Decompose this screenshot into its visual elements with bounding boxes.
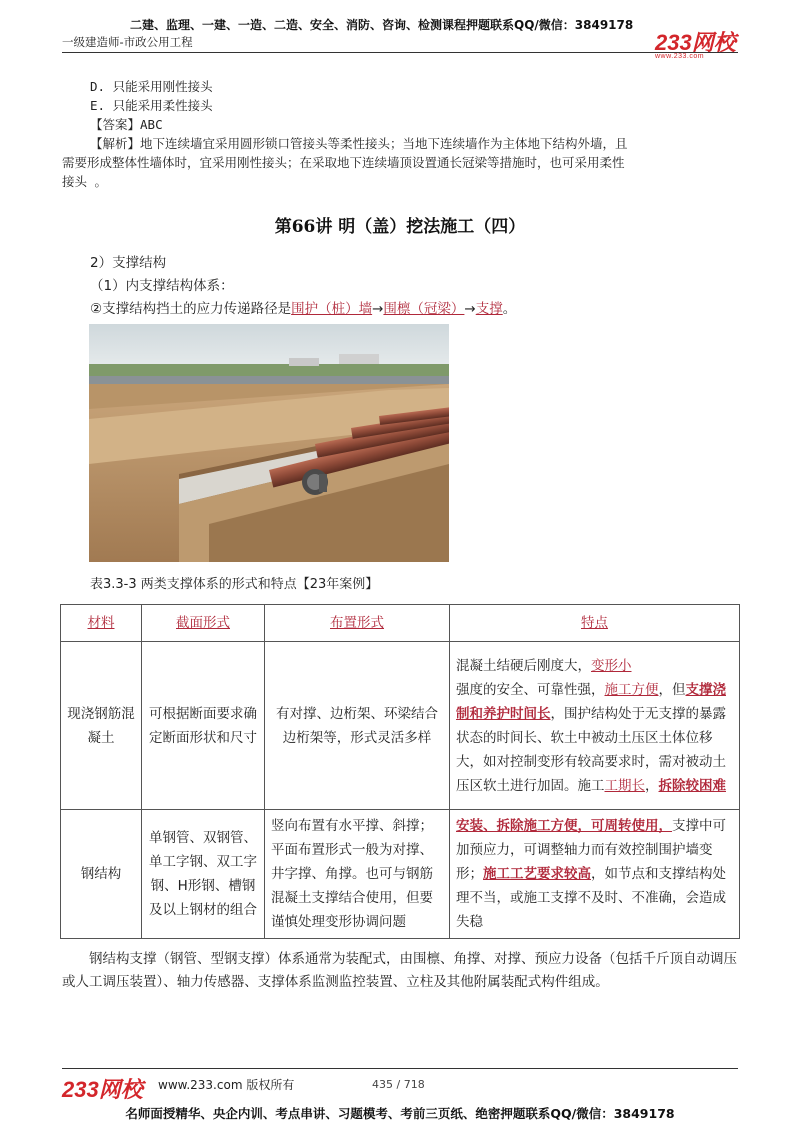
footer-contact-line: 名师面授精华、央企内训、考点串讲、习题模考、考前三页纸、绝密押题联系QQ/微信：3849178 — [125, 1106, 675, 1121]
answer-label: 【答案】 — [90, 117, 141, 132]
header-material: 材料 — [61, 605, 142, 642]
row1-feat-long-duration: 工期长 — [604, 777, 645, 794]
footer-site: www.233.com 版权所有 — [158, 1078, 295, 1092]
footer-logo: 233网校 — [62, 1077, 143, 1102]
row1-section: 可根据断面要求确定断面形状和尺寸 — [142, 642, 265, 810]
answer-value: ABC — [140, 117, 163, 132]
steel-support-paragraph: 钢结构支撑（钢管、型钢支撑）体系通常为装配式，由围檩、角撑、对撑、预应力设备（包括千斤顶自动调压或人工调压装置）、轴力传感器、支撑体系监测监控装置、立柱及其他附属装配式构件组成。 — [62, 951, 737, 990]
analysis-text-1: 地下连续墙宜采用圆形锁口管接头等柔性接头；当地下连续墙作为主体地下结构外墙，且 — [140, 136, 628, 151]
header-layout: 布置形式 — [265, 605, 450, 642]
header-divider — [62, 52, 738, 53]
table-caption: 表3.3-3 两类支撑体系的形式和特点【23年案例】 — [90, 577, 379, 592]
page-header — [0, 0, 800, 60]
stress-path-retaining-wall: 围护（桩）墙 — [291, 301, 373, 317]
stress-path-strut: 支撑 — [475, 301, 503, 317]
row1-feat-e: ， — [645, 777, 659, 794]
row2-feat-a: 支撑中可加预应力，可调整轴力而有效控制围护墙变形； — [456, 818, 726, 882]
page-number: 435 / 718 — [372, 1078, 425, 1091]
option-d: D. 只能采用刚性接头 — [90, 79, 213, 94]
row1-feat-a: 混凝土结硬后刚度大， — [456, 657, 591, 674]
row2-layout: 竖向布置有水平撑、斜撑；平面布置形式一般为对撑、井字撑、角撑。也可与钢筋混凝土支撑结合使用，但要谨慎处理变形协调问题 — [265, 810, 450, 939]
row1-layout: 有对撑、边桁架、环梁结合边桁架等，形式灵活多样 — [265, 642, 450, 810]
row1-feat-b: 强度的安全、可靠性强， — [456, 681, 605, 698]
arrow-1: → — [372, 301, 384, 317]
option-e: E. 只能采用柔性接头 — [90, 98, 213, 113]
row2-section: 单钢管、双钢管、单工字钢、双工字钢、H形钢、槽钢及以上钢材的组合 — [142, 810, 265, 939]
header-logo-url: www.233.com — [655, 53, 705, 60]
stress-path-waling: 围檩（冠梁） — [383, 301, 465, 317]
row2-feat-high-requirement: 施工工艺要求较高 — [483, 866, 591, 882]
analysis-line-2: 需要形成整体性墙体时，宜采用刚性接头；在采取地下连续墙顶设置通长冠梁等措施时，也可采用柔性 — [62, 155, 625, 170]
header-subtitle: 一级建造师-市政公用工程 — [62, 35, 193, 49]
row2-material: 钢结构 — [61, 810, 142, 939]
row1-feat-d: ，围护结构处于无支撑的暴露状态的时间长、软土中被动土压区土体位移大，如对控制变形有较高要求时，需对被动土压区软土进行加固。施工 — [456, 705, 726, 794]
footer-divider — [62, 1068, 738, 1069]
header-logo — [655, 26, 736, 60]
row2-features — [450, 810, 740, 939]
table-header-row — [61, 605, 740, 642]
lecture-title: 第66讲 明（盖）挖法施工（四） — [274, 217, 526, 237]
table-row — [61, 642, 740, 810]
arrow-2: → — [464, 301, 476, 317]
support-system-table — [60, 604, 740, 939]
table-row — [61, 810, 740, 939]
row1-feat-hard-removal: 拆除较困难 — [658, 777, 726, 794]
header-logo-text: 233网校 — [655, 30, 736, 55]
header-contact-line: 二建、监理、一建、一造、二造、安全、消防、咨询、检测课程押题联系QQ/微信：3849178 — [130, 18, 634, 32]
stress-path-end: 。 — [502, 301, 517, 317]
row2-feat-easy-install: 安装、拆除施工方便，可周转使用， — [456, 818, 672, 834]
analysis-label: 【解析】 — [90, 136, 141, 151]
analysis-line-3: 接头 。 — [62, 174, 108, 189]
row1-material: 现浇钢筋混凝土 — [61, 642, 142, 810]
row2-feat-b: ，如节点和支撑结构处理不当，或施工支撑不及时、不准确，会造成失稳 — [456, 866, 726, 930]
analysis-line-1 — [90, 134, 628, 152]
row1-feat-small-deformation: 变形小 — [591, 657, 632, 674]
header-features: 特点 — [450, 605, 740, 642]
section-subheading: （1）内支撑结构体系： — [90, 278, 234, 294]
header-section: 截面形式 — [142, 605, 265, 642]
stress-path-prefix: ②支撑结构挡土的应力传递路径是 — [90, 301, 292, 317]
row1-feat-easy-construction: 施工方便 — [604, 681, 659, 698]
section-heading: 2）支撑结构 — [90, 255, 167, 271]
stress-path-line — [90, 297, 516, 317]
row1-feat-c: ，但 — [658, 681, 686, 698]
row1-features — [450, 642, 740, 810]
excavation-strut-photo — [89, 324, 449, 562]
answer-line — [90, 115, 163, 133]
row1-feat-long-curing: 支撑浇制和养护时间长 — [456, 681, 726, 722]
